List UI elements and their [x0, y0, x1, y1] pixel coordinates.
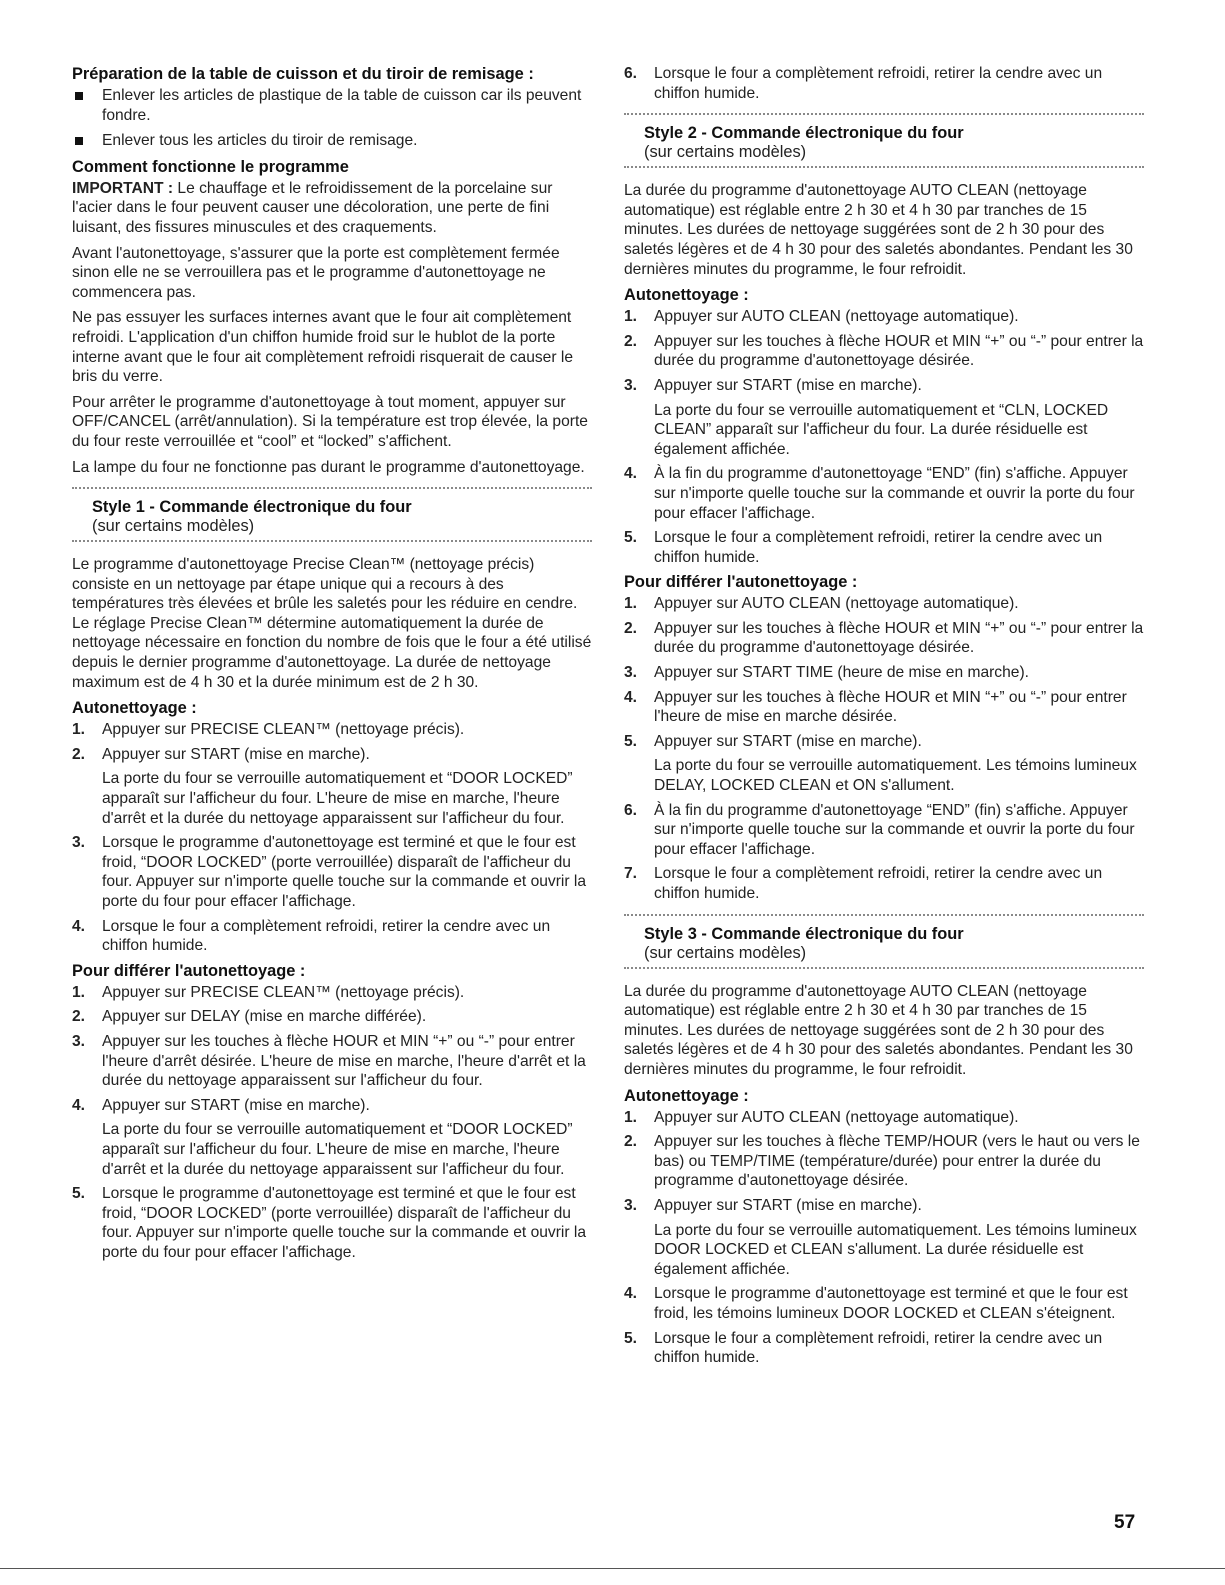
important-label: IMPORTANT : [72, 179, 174, 197]
paragraph: La lampe du four ne fonctionne pas durant le programme d'autonettoyage. [72, 458, 585, 476]
autoclean-heading: Autonettoyage : [72, 699, 197, 718]
list-item [72, 1007, 592, 1027]
step-number: 3. [624, 664, 638, 682]
list-item [624, 594, 1144, 614]
step-text: Appuyer sur START (mise en marche). [654, 732, 922, 750]
step-text: Appuyer sur les touches à flèche HOUR et MIN “+” ou “-” pour entrer l'heure de mise en marche désirée. [654, 688, 1127, 726]
important-text: Le chauffage et le refroidissement de la porcelaine sur l'acier dans le four peuvent causer une décoloration, une perte de fini luisant, des fissures minuscules et des craquements. [72, 179, 553, 236]
list-item [624, 464, 1144, 523]
style3-subtitle: (sur certains modèles) [644, 943, 807, 962]
step-text: Appuyer sur START TIME (heure de mise en marche). [654, 664, 1029, 682]
step-detail: La porte du four se verrouille automatiquement et “CLN, LOCKED CLEAN” apparaît sur l'afficheur du four. La durée résiduelle est également affichée. [654, 401, 1109, 458]
style1-title: Style 1 - Commande électronique du four [92, 498, 412, 517]
list-item [72, 1032, 592, 1091]
step-text: Appuyer sur DELAY (mise en marche différée). [102, 1008, 427, 1026]
autoclean-steps [624, 307, 1144, 567]
style2-intro: La durée du programme d'autonettoyage AUTO CLEAN (nettoyage automatique) est réglable entre 2 h 30 et 4 h 30 par tranches de 15 minutes. Les durées de nettoyage suggérées sont de 2 h 30 pour des saletés légères et de 4 h 30 pour des saletés abondantes. Pendant les 30 dernières minutes du programme, le four refroidit. [624, 182, 1133, 278]
step-number: 2. [72, 1008, 86, 1026]
divider [72, 540, 592, 545]
step-text: Appuyer sur AUTO CLEAN (nettoyage automatique). [654, 1108, 1019, 1126]
step-number: 6. [624, 801, 638, 819]
step-text: À la fin du programme d'autonettoyage “END” (fin) s'affiche. Appuyer sur n'importe quelle touche sur la commande et ouvrir la porte du four pour effacer l'affichage. [654, 801, 1135, 858]
step-detail: La porte du four se verrouille automatiquement. Les témoins lumineux DELAY, LOCKED CLEAN et ON s'allument. [654, 757, 1137, 795]
step-number: 3. [72, 1032, 86, 1050]
divider [624, 967, 1144, 972]
delay-heading: Pour différer l'autonettoyage : [72, 961, 306, 980]
step-text: Lorsque le programme d'autonettoyage est terminé et que le four est froid, “DOOR LOCKED” (porte verrouillée) disparaît de l'afficheur du four. Appuyer sur n'importe quelle touche sur la commande et ouvrir la porte du four pour effacer l'affichage. [102, 834, 587, 910]
step-detail: La porte du four se verrouille automatiquement. Les témoins lumineux DOOR LOCKED et CLEAN s'allument. La durée résiduelle est également affichée. [654, 1221, 1137, 1278]
list-item [624, 376, 1144, 396]
list-item [624, 332, 1144, 371]
style1-intro: Le programme d'autonettoyage Precise Clean™ (nettoyage précis) consiste en un nettoyage par étape unique qui a recours à des températures très élevées et brûle les saletés pour les réduire en cendre. Le réglage Precise Clean™ détermine automatiquement la durée de nettoyage nécessaire en fonction du nombre de fois que le four a été utilisé depuis le dernier programme d'autonettoyage. La durée de nettoyage maximum est de 4 h 30 et la durée minimum est de 2 h 30. [72, 556, 592, 691]
step-text: Lorsque le programme d'autonettoyage est terminé et que le four est froid, les témoins lumineux DOOR LOCKED et CLEAN s'éteignent. [654, 1285, 1128, 1322]
step-number: 2. [624, 1133, 638, 1151]
paragraph: Pour arrêter le programme d'autonettoyage à tout moment, appuyer sur OFF/CANCEL (arrêt/annulation). Si la température est trop élevée, la porte du four reste verrouillée et “cool” et “locked” s'affichent. [72, 393, 588, 450]
step-number: 4. [624, 688, 638, 706]
step-text: Appuyer sur START (mise en marche). [102, 745, 370, 763]
step-text: Lorsque le four a complètement refroidi, retirer la cendre avec un chiffon humide. [102, 917, 551, 955]
list-item [624, 307, 1144, 327]
style3-intro: La durée du programme d'autonettoyage AUTO CLEAN (nettoyage automatique) est réglable entre 2 h 30 et 4 h 30 par tranches de 15 minutes. Les durées de nettoyage suggérées sont de 2 h 30 pour des saletés légères et de 4 h 30 pour des saletés abondantes. Pendant les 30 dernières minutes du programme, le four refroidit. [624, 982, 1133, 1078]
step-text: Lorsque le four a complètement refroidi, retirer la cendre avec un chiffon humide. [654, 529, 1103, 566]
step-number: 5. [72, 1185, 86, 1203]
style2-subtitle: (sur certains modèles) [644, 143, 807, 162]
left-column [72, 64, 592, 1268]
list-item [72, 720, 592, 740]
step-text: Appuyer sur les touches à flèche TEMP/HOUR (vers le haut ou vers le bas) ou TEMP/TIME (température/durée) pour entrer la durée du programme d'autonettoyage désirée. [654, 1133, 1140, 1190]
step-text: Lorsque le programme d'autonettoyage est terminé et que le four est froid, “DOOR LOCKED” (porte verrouillée) disparaît de l'afficheur du four. Appuyer sur n'importe quelle touche sur la commande et ouvrir la porte du four pour effacer l'affichage. [102, 1185, 587, 1261]
step-number: 3. [624, 376, 638, 394]
step-number: 4. [624, 465, 638, 483]
step-number: 2. [624, 332, 638, 350]
step-number: 3. [72, 834, 86, 852]
step-text: Appuyer sur START (mise en marche). [102, 1096, 370, 1114]
list-item [624, 1132, 1144, 1191]
step-number: 2. [72, 745, 86, 763]
bullet-item: Enlever tous les articles du tiroir de remisage. [72, 131, 592, 151]
list-item [72, 745, 592, 765]
step-number: 7. [624, 865, 638, 883]
step-number: 5. [624, 732, 638, 750]
step-text: Appuyer sur les touches à flèche HOUR et MIN “+” ou “-” pour entrer l'heure d'arrêt désirée. L'heure de mise en marche, l'heure d'arrêt et la durée du nettoyage apparaissent sur l'afficheur du four. [102, 1032, 586, 1090]
delay-heading: Pour différer l'autonettoyage : [624, 573, 858, 592]
autoclean-steps [624, 1108, 1144, 1368]
paragraph: Ne pas essuyer les surfaces internes avant que le four ait complètement refroidi. L'application d'un chiffon humide froid sur le hublot de la porte interne avant que le four ait complètement refroidi risquerait de causer le bris du verre. [72, 309, 574, 386]
step-text: Appuyer sur AUTO CLEAN (nettoyage automatique). [654, 595, 1019, 613]
step-number: 1. [624, 595, 638, 613]
step-number: 4. [72, 917, 86, 935]
step-number: 5. [624, 529, 638, 547]
autoclean-heading: Autonettoyage : [624, 1086, 749, 1105]
step-number: 5. [624, 1329, 638, 1347]
list-item [72, 983, 592, 1003]
bullet-item: Enlever les articles de plastique de la table de cuisson car ils peuvent fondre. [72, 86, 592, 125]
step-number: 4. [624, 1285, 638, 1303]
right-column [624, 64, 1144, 1373]
step-text: À la fin du programme d'autonettoyage “END” (fin) s'affiche. Appuyer sur n'importe quelle touche sur la commande et ouvrir la porte du four pour effacer l'affichage. [654, 465, 1135, 522]
step-number: 1. [624, 308, 638, 326]
list-item [72, 1096, 592, 1116]
divider [624, 166, 1144, 171]
list-item [624, 688, 1144, 727]
autoclean-heading: Autonettoyage : [624, 286, 749, 305]
list-item [624, 663, 1144, 683]
style1-header [72, 487, 592, 545]
important-paragraph [72, 179, 592, 238]
page-number: 57 [1114, 1512, 1136, 1533]
list-item [72, 917, 592, 956]
list-item [624, 864, 1144, 903]
step-number: 2. [624, 619, 638, 637]
list-item [72, 833, 592, 911]
step-text: Appuyer sur PRECISE CLEAN™ (nettoyage précis). [102, 721, 465, 739]
footer-rule [0, 1568, 1225, 1569]
step-text: Appuyer sur START (mise en marche). [654, 1196, 922, 1214]
list-item [624, 732, 1144, 752]
autoclean-steps [72, 720, 592, 956]
style3-title: Style 3 - Commande électronique du four [644, 924, 964, 943]
step-text: Appuyer sur les touches à flèche HOUR et MIN “+” ou “-” pour entrer la durée du programme d'autonettoyage désirée. [654, 619, 1144, 657]
list-item [624, 619, 1144, 658]
list-item [624, 528, 1144, 567]
list-item [624, 1284, 1144, 1323]
list-item [72, 1184, 592, 1262]
step-number: 1. [624, 1108, 638, 1126]
step-detail: La porte du four se verrouille automatiquement et “DOOR LOCKED” apparaît sur l'afficheur du four. L'heure de mise en marche, l'heure d'arrêt et la durée du nettoyage apparaissent sur l'afficheur du four. [102, 770, 573, 827]
list-item [624, 801, 1144, 860]
delay-steps [72, 983, 592, 1263]
step-text: Appuyer sur les touches à flèche HOUR et MIN “+” ou “-” pour entrer la durée du programme d'autonettoyage désirée. [654, 332, 1144, 370]
style2-header [624, 113, 1144, 171]
step-text: Appuyer sur AUTO CLEAN (nettoyage automatique). [654, 308, 1019, 326]
style2-title: Style 2 - Commande électronique du four [644, 124, 964, 143]
step-text: Lorsque le four a complètement refroidi, retirer la cendre avec un chiffon humide. [654, 65, 1103, 102]
list-item [624, 1108, 1144, 1128]
list-item [624, 1329, 1144, 1368]
style1-subtitle: (sur certains modèles) [92, 517, 255, 536]
list-item [624, 1196, 1144, 1216]
paragraph: Avant l'autonettoyage, s'assurer que la porte est complètement fermée sinon elle ne se verrouillera pas et le programme d'autonettoyage ne commencera pas. [72, 244, 560, 301]
step-text: Lorsque le four a complètement refroidi, retirer la cendre avec un chiffon humide. [654, 865, 1103, 902]
step-detail: La porte du four se verrouille automatiquement et “DOOR LOCKED” apparaît sur l'afficheur du four. L'heure de mise en marche, l'heure d'arrêt et la durée du nettoyage apparaissent sur l'afficheur du four. [102, 1121, 573, 1178]
step-text: Appuyer sur PRECISE CLEAN™ (nettoyage précis). [102, 983, 465, 1001]
list-item [624, 64, 1144, 103]
step-text: Lorsque le four a complètement refroidi, retirer la cendre avec un chiffon humide. [654, 1329, 1103, 1367]
step-number: 4. [72, 1096, 86, 1114]
delay-steps [624, 594, 1144, 903]
how-it-works-heading: Comment fonctionne le programme [72, 157, 349, 176]
style3-header [624, 914, 1144, 972]
prep-heading: Préparation de la table de cuisson et du tiroir de remisage : [72, 65, 534, 83]
step-number: 1. [72, 983, 86, 1001]
step-number: 3. [624, 1196, 638, 1214]
step-number: 6. [624, 65, 638, 82]
step-text: Appuyer sur START (mise en marche). [654, 376, 922, 394]
step-number: 1. [72, 721, 86, 739]
